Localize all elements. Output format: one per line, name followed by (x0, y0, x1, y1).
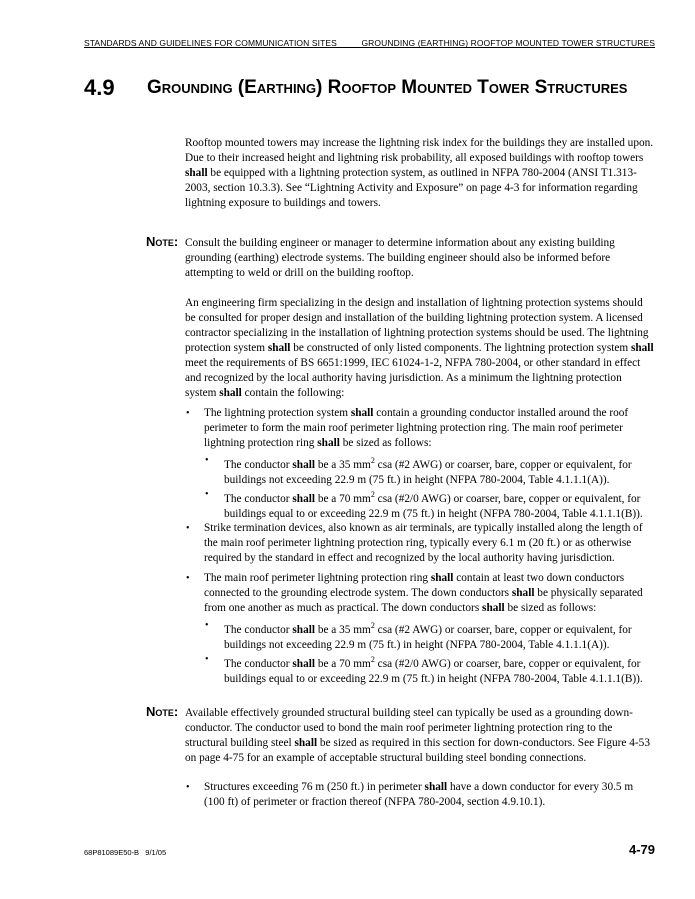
header-left: STANDARDS AND GUIDELINES FOR COMMUNICATION SITES (84, 38, 337, 48)
bullet-marker: • (186, 573, 190, 584)
bullet-marker: • (186, 408, 190, 419)
note-text: Consult the building engineer or manager to determine information about any existing building grounding (earthing) electrode systems. The building engineer should also be informed before attempting to weld or drill on the building rooftop. (185, 237, 615, 279)
document-id: 68P81089E50-B 9/1/05 (84, 848, 167, 857)
section-number: 4.9 (84, 75, 115, 100)
sub-bullet-marker: • (205, 620, 209, 631)
list-item: The conductor shall be a 70 $mm^2$ csa (#2/0 AWG) or coarser, bare, copper or equivalent, for buildings equal to or exceeding 22.9 m (75 ft.) in height (NFPA 780-2004, Table 4.1.1.1(B)). (224, 655, 643, 685)
list-item: The conductor shall be a 70 $mm^2$ csa (#2/0 AWG) or coarser, bare, copper or equivalent, for buildings equal to or exceeding 22.9 m (75 ft.) in height (NFPA 780-2004, Table 4.1.1.1(B)). (224, 490, 643, 520)
header-right: GROUNDING (EARTHING) ROOFTOP MOUNTED TOWER STRUCTURES (361, 38, 655, 48)
list-item: The conductor shall be a 35 $mm^2$ csa (#2 AWG) or coarser, bare, copper or equivalent, for buildings not exceeding 22.9 m (75 ft.) in height (NFPA 780-2004, Table 4.1.1.1(A)). (224, 456, 632, 486)
page-number: 4-79 (628, 842, 655, 857)
sub-bullet-marker: • (205, 654, 209, 665)
note-label: Note: (146, 234, 179, 249)
bullet-marker: • (186, 782, 190, 793)
list-item: The main roof perimeter lightning protection ring shall contain at least two down conductors connected to the grounding electrode system. The down conductors shall be physically separated from one another as much as practical. The down conductors shall be sized as follows: (204, 572, 643, 614)
lightning-protection-paragraph: An engineering firm specializing in the design and installation of lightning protection systems should be consulted for proper design and installation of the building lightning protection system. A licensed contractor specializing in the installation of lightning protection systems should be used. The lightning protection system shall be constructed of only listed components. The lightning protection system shall meet the requirements of BS 6651:1999, IEC 61024-1-2, NFPA 780-2004, or other standard in effect and recognized by the local authority having jurisdiction. As a minimum the lightning protection system shall contain the following: (185, 297, 654, 399)
list-item: Strike termination devices, also known as air terminals, are typically installed along the length of the main roof perimeter lightning protection ring, typically every 6.1 m (20 ft.) or as otherwise required by the standard in effect and recognized by the local authority having jurisdiction. (204, 522, 643, 564)
note-label: Note: (146, 704, 179, 719)
intro-paragraph: Rooftop mounted towers may increase the lightning risk index for the buildings they are installed upon. Due to their increased height and lightning risk probability, all exposed buildings with rooftop towers shall be equipped with a lightning protection system, as outlined in NFPA 780-2004 (ANSI T1.313-2003, section 10.3.3). See “Lightning Activity and Exposure” on page 4-3 for information regarding lightning exposure to buildings and towers. (185, 137, 654, 209)
list-item: The conductor shall be a 35 $mm^2$ csa (#2 AWG) or coarser, bare, copper or equivalent, for buildings not exceeding 22.9 m (75 ft.) in height (NFPA 780-2004, Table 4.1.1.1(A)). (224, 621, 632, 651)
bullet-marker: • (186, 523, 190, 534)
running-header (84, 34, 655, 48)
sub-bullet-marker: • (205, 455, 209, 466)
list-item: Structures exceeding 76 m (250 ft.) in perimeter shall have a down conductor for every 30.5 m (100 ft) of perimeter or fraction thereof (NFPA 780-2004, section 4.9.10.1). (204, 781, 634, 808)
list-item: The lightning protection system shall contain a grounding conductor installed around the roof perimeter to form the main roof perimeter lightning protection ring. The main roof perimeter lightning protection ring shall be sized as follows: (204, 407, 629, 449)
section-title: Grounding (Earthing) Rooftop Mounted Tower Structures (147, 77, 628, 98)
sub-bullet-marker: • (205, 489, 209, 500)
header-rule (84, 47, 655, 48)
note-text: Available effectively grounded structural building steel can typically be used as a grounding down-conductor. The conductor used to bond the main roof perimeter lightning protection ring to the structural building steel shall be sized as required in this section for down-conductors. See Figure 4-53 on page 4-75 for an example of acceptable structural building steel bonding connections. (185, 707, 650, 764)
